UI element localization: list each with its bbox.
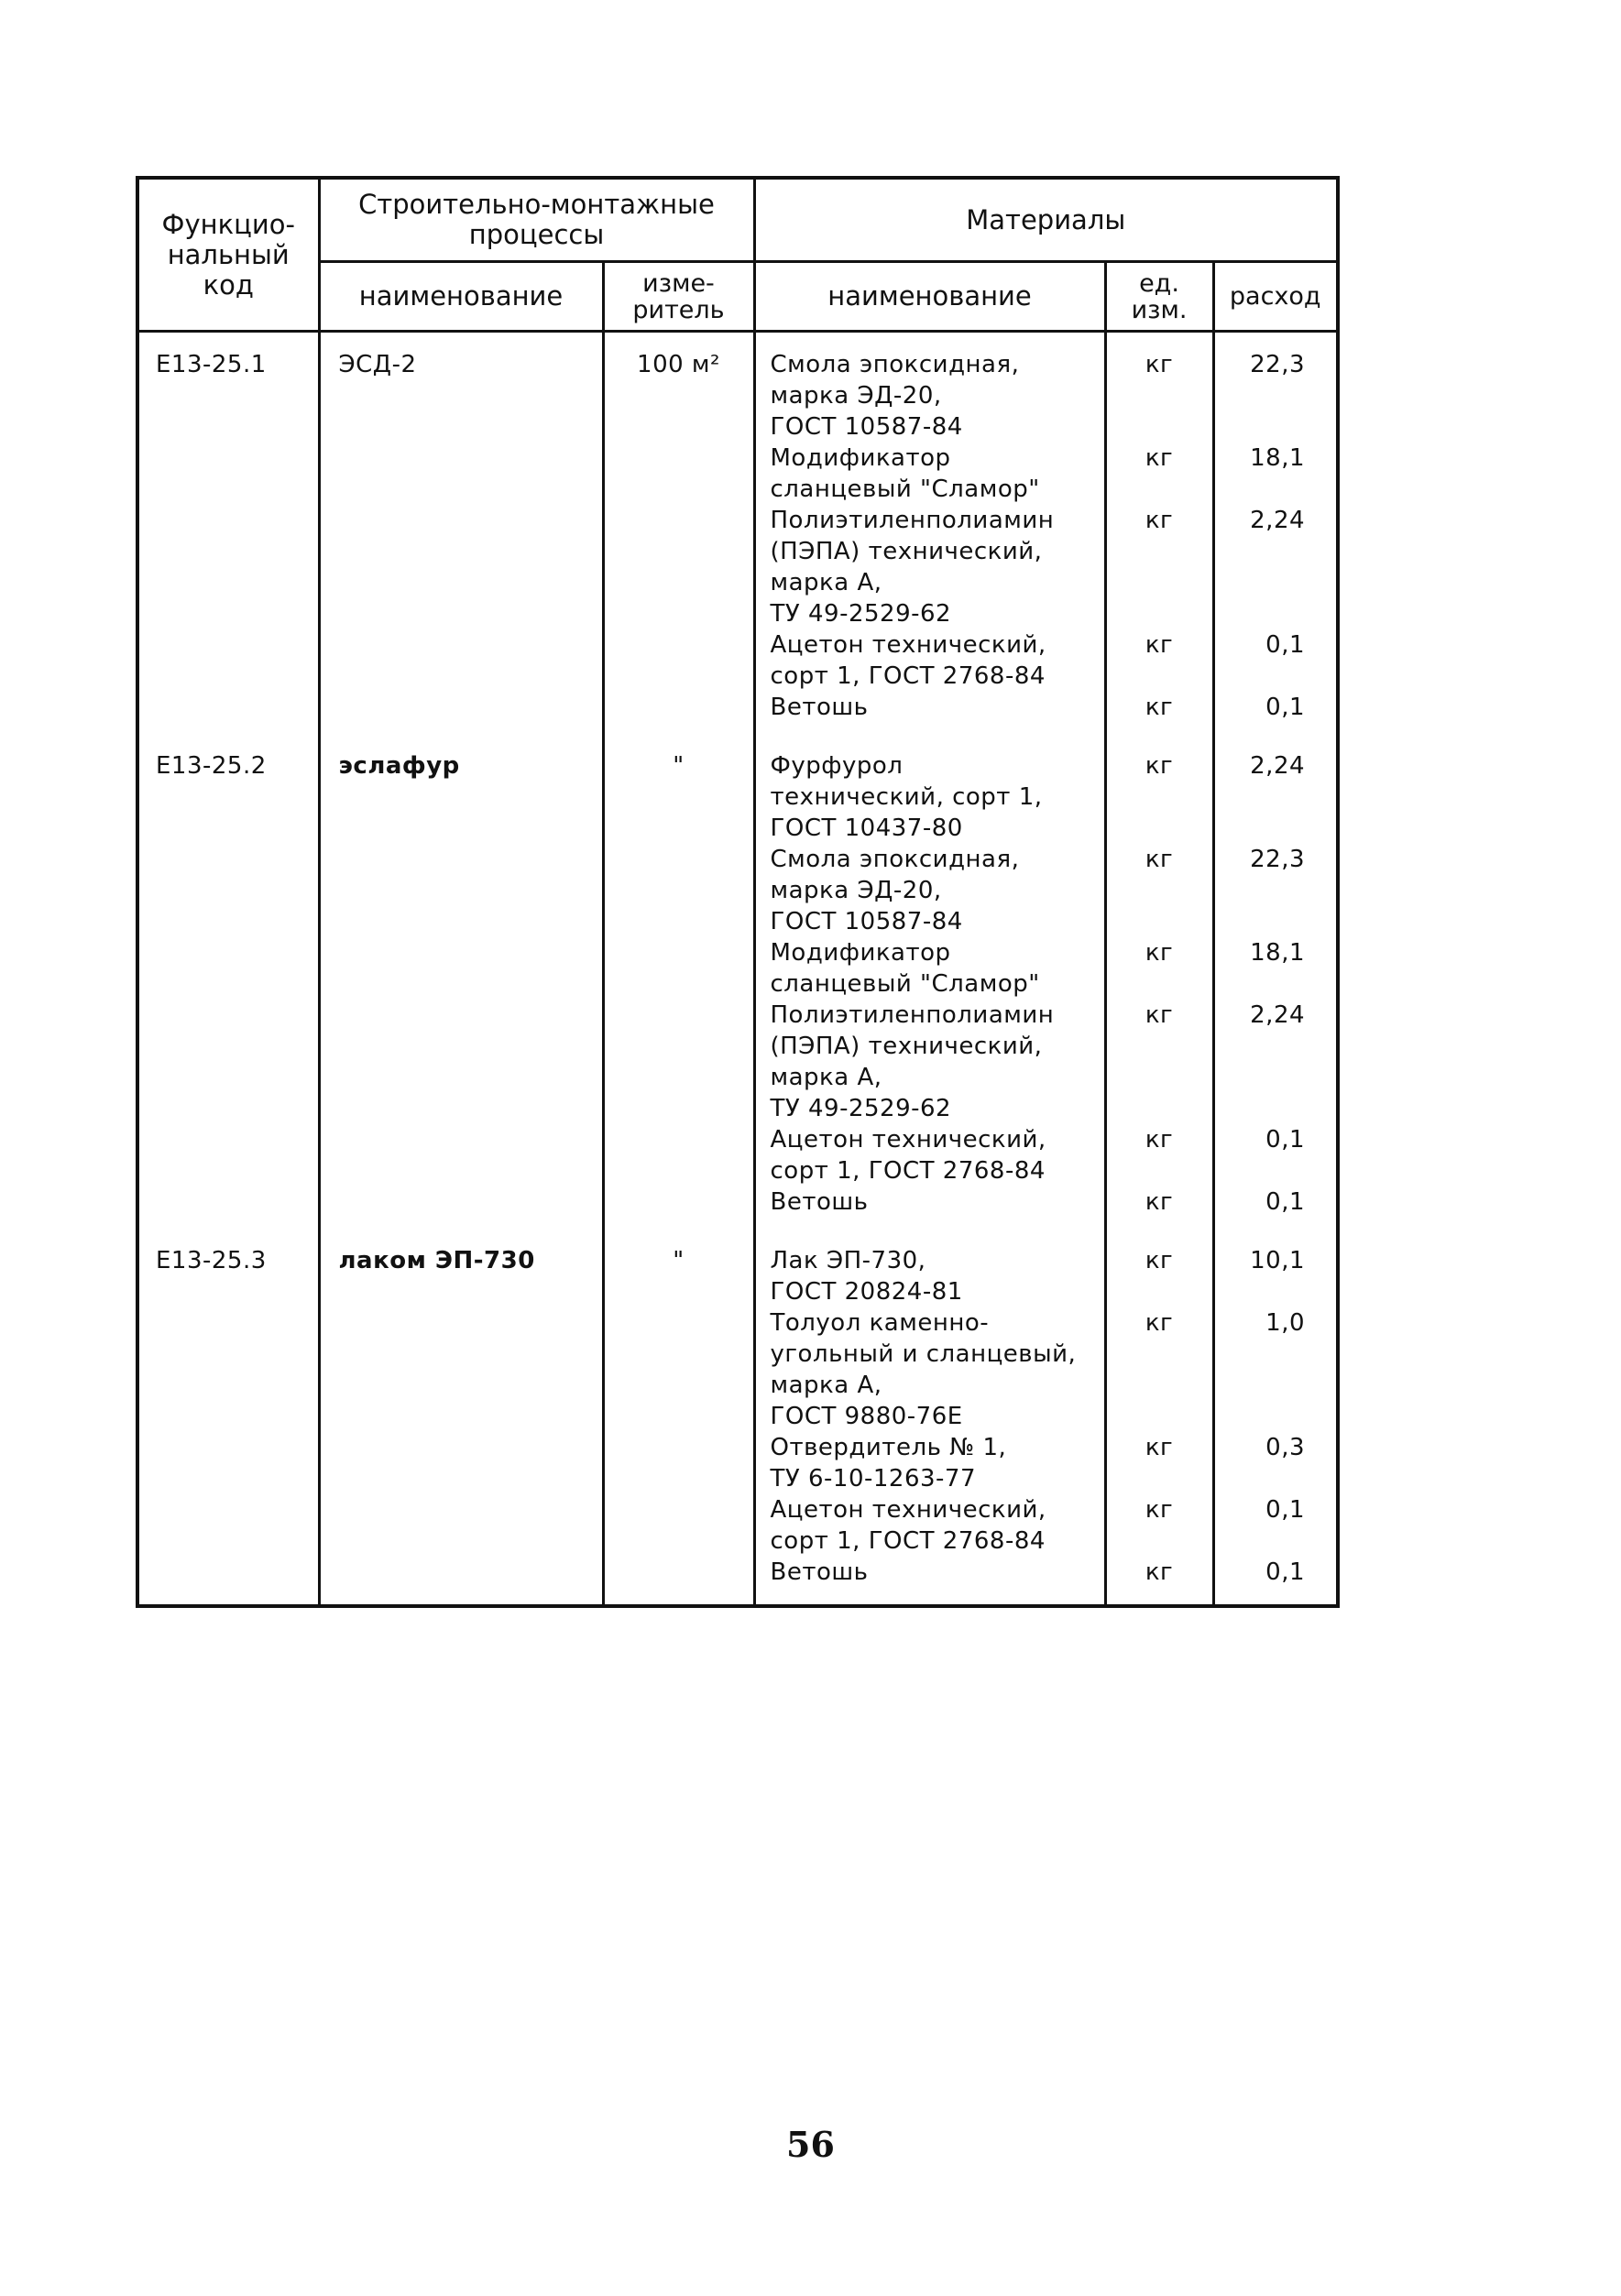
functional-code-cell xyxy=(137,692,319,723)
process-name-cell xyxy=(319,1557,603,1588)
spacer-cell xyxy=(1213,1588,1338,1606)
spacer-cell xyxy=(137,1218,319,1245)
functional-code-cell: Е13-25.2 xyxy=(137,750,319,844)
process-meter-cell xyxy=(603,1186,754,1218)
material-name-cell: Ацетон технический, сорт 1, ГОСТ 2768-84 xyxy=(754,1124,1105,1186)
header-processes-group: Строительно-монтажные процессы xyxy=(319,178,754,262)
process-name-cell xyxy=(319,692,603,723)
table-row xyxy=(137,750,1338,844)
spacer-cell xyxy=(603,1588,754,1606)
process-name-cell xyxy=(319,1494,603,1557)
material-qty-cell: 22,3 xyxy=(1213,844,1338,937)
material-qty-cell: 0,3 xyxy=(1213,1432,1338,1494)
process-meter-cell xyxy=(603,1307,754,1432)
material-unit-cell: кг xyxy=(1105,937,1213,1000)
process-meter-cell xyxy=(603,505,754,629)
process-meter-cell xyxy=(603,937,754,1000)
material-name-cell: Смола эпоксидная, марка ЭД-20, ГОСТ 10587-84 xyxy=(754,349,1105,443)
process-meter-cell xyxy=(603,1557,754,1588)
header-materials-group: Материалы xyxy=(754,178,1338,262)
table-row xyxy=(137,629,1338,692)
material-qty-cell: 0,1 xyxy=(1213,692,1338,723)
header-material-unit: ед. изм. xyxy=(1105,262,1213,332)
material-qty-cell: 1,0 xyxy=(1213,1307,1338,1432)
spacer-cell xyxy=(137,723,319,750)
spacer-cell xyxy=(137,1588,319,1606)
table-body xyxy=(137,332,1338,1607)
material-qty-cell: 0,1 xyxy=(1213,1494,1338,1557)
process-meter-cell xyxy=(603,1432,754,1494)
material-qty-cell: 22,3 xyxy=(1213,349,1338,443)
material-unit-cell: кг xyxy=(1105,692,1213,723)
material-qty-cell: 0,1 xyxy=(1213,1186,1338,1218)
material-name-cell: Ветошь xyxy=(754,1186,1105,1218)
process-name-cell: эслафур xyxy=(319,750,603,844)
material-unit-cell: кг xyxy=(1105,1245,1213,1307)
table-row xyxy=(137,844,1338,937)
table-row xyxy=(137,1494,1338,1557)
material-qty-cell: 2,24 xyxy=(1213,750,1338,844)
functional-code-cell xyxy=(137,844,319,937)
header-process-meter: изме- ритель xyxy=(603,262,754,332)
process-name-cell xyxy=(319,443,603,505)
spacer-cell xyxy=(1105,723,1213,750)
material-name-cell: Толуол каменно- угольный и сланцевый, марка А, ГОСТ 9880-76Е xyxy=(754,1307,1105,1432)
material-name-cell: Смола эпоксидная, марка ЭД-20, ГОСТ 10587-84 xyxy=(754,844,1105,937)
functional-code-cell xyxy=(137,937,319,1000)
process-name-cell xyxy=(319,844,603,937)
table-row xyxy=(137,1000,1338,1124)
material-qty-cell: 0,1 xyxy=(1213,629,1338,692)
table-row xyxy=(137,1124,1338,1186)
process-name-cell xyxy=(319,505,603,629)
material-qty-cell: 0,1 xyxy=(1213,1124,1338,1186)
table-row xyxy=(137,1245,1338,1307)
material-unit-cell: кг xyxy=(1105,844,1213,937)
spacer-cell xyxy=(1213,1218,1338,1245)
functional-code-cell xyxy=(137,1557,319,1588)
process-name-cell xyxy=(319,1000,603,1124)
functional-code-cell: Е13-25.1 xyxy=(137,349,319,443)
material-unit-cell: кг xyxy=(1105,1000,1213,1124)
header-material-qty: расход xyxy=(1213,262,1338,332)
process-meter-cell xyxy=(603,1494,754,1557)
process-meter-cell: 100 м² xyxy=(603,349,754,443)
material-name-cell: Полиэтиленполиамин (ПЭПА) технический, марка А, ТУ 49-2529-62 xyxy=(754,1000,1105,1124)
material-unit-cell: кг xyxy=(1105,1557,1213,1588)
spacer-cell xyxy=(754,332,1105,350)
material-qty-cell: 18,1 xyxy=(1213,937,1338,1000)
material-name-cell: Ацетон технический, сорт 1, ГОСТ 2768-84 xyxy=(754,1494,1105,1557)
spacer-cell xyxy=(754,723,1105,750)
table-row xyxy=(137,349,1338,443)
spacer-cell xyxy=(319,1218,603,1245)
process-name-cell xyxy=(319,1186,603,1218)
table-row xyxy=(137,1557,1338,1588)
table-row xyxy=(137,1432,1338,1494)
header-process-name: наименование xyxy=(319,262,603,332)
spacer-cell xyxy=(319,1588,603,1606)
table-row xyxy=(137,937,1338,1000)
material-name-cell: Ветошь xyxy=(754,1557,1105,1588)
material-name-cell: Ацетон технический, сорт 1, ГОСТ 2768-84 xyxy=(754,629,1105,692)
functional-code-cell xyxy=(137,1000,319,1124)
material-name-cell: Фурфурол технический, сорт 1, ГОСТ 10437-80 xyxy=(754,750,1105,844)
spacer-cell xyxy=(1213,723,1338,750)
material-unit-cell: кг xyxy=(1105,443,1213,505)
functional-code-cell xyxy=(137,1307,319,1432)
process-meter-cell xyxy=(603,692,754,723)
spacer-cell xyxy=(137,332,319,350)
material-unit-cell: кг xyxy=(1105,505,1213,629)
material-qty-cell: 2,24 xyxy=(1213,1000,1338,1124)
functional-code-cell xyxy=(137,1124,319,1186)
material-unit-cell: кг xyxy=(1105,1307,1213,1432)
process-name-cell: лаком ЭП-730 xyxy=(319,1245,603,1307)
table-row xyxy=(137,1186,1338,1218)
material-name-cell: Отвердитель № 1, ТУ 6-10-1263-77 xyxy=(754,1432,1105,1494)
process-meter-cell xyxy=(603,1124,754,1186)
functional-code-cell: Е13-25.3 xyxy=(137,1245,319,1307)
spacer-cell xyxy=(603,1218,754,1245)
materials-table xyxy=(136,176,1340,1608)
material-name-cell: Модификатор сланцевый "Сламор" xyxy=(754,443,1105,505)
process-name-cell: ЭСД-2 xyxy=(319,349,603,443)
process-meter-cell: " xyxy=(603,750,754,844)
material-qty-cell: 2,24 xyxy=(1213,505,1338,629)
material-unit-cell: кг xyxy=(1105,1432,1213,1494)
process-meter-cell: " xyxy=(603,1245,754,1307)
material-name-cell: Ветошь xyxy=(754,692,1105,723)
page-number: 56 xyxy=(786,2124,835,2165)
table-row xyxy=(137,1307,1338,1432)
header-material-name: наименование xyxy=(754,262,1105,332)
spacer-cell xyxy=(1213,332,1338,350)
process-meter-cell xyxy=(603,629,754,692)
spacer-cell xyxy=(1105,1218,1213,1245)
process-name-cell xyxy=(319,937,603,1000)
spacer-cell xyxy=(1105,332,1213,350)
materials-table-sheet xyxy=(136,176,1336,1608)
process-meter-cell xyxy=(603,443,754,505)
material-name-cell: Полиэтиленполиамин (ПЭПА) технический, марка А, ТУ 49-2529-62 xyxy=(754,505,1105,629)
material-unit-cell: кг xyxy=(1105,750,1213,844)
spacer-cell xyxy=(319,332,603,350)
spacer-cell xyxy=(603,723,754,750)
process-meter-cell xyxy=(603,844,754,937)
functional-code-cell xyxy=(137,443,319,505)
functional-code-cell xyxy=(137,1186,319,1218)
table-row xyxy=(137,505,1338,629)
spacer-cell xyxy=(754,1218,1105,1245)
material-unit-cell: кг xyxy=(1105,1124,1213,1186)
table-row xyxy=(137,692,1338,723)
process-meter-cell xyxy=(603,1000,754,1124)
process-name-cell xyxy=(319,1124,603,1186)
material-qty-cell: 18,1 xyxy=(1213,443,1338,505)
material-qty-cell: 0,1 xyxy=(1213,1557,1338,1588)
material-name-cell: Модификатор сланцевый "Сламор" xyxy=(754,937,1105,1000)
functional-code-cell xyxy=(137,1432,319,1494)
material-unit-cell: кг xyxy=(1105,629,1213,692)
header-functional-code: Функцио- нальный код xyxy=(137,178,319,332)
material-qty-cell: 10,1 xyxy=(1213,1245,1338,1307)
material-unit-cell: кг xyxy=(1105,1494,1213,1557)
material-unit-cell: кг xyxy=(1105,349,1213,443)
spacer-cell xyxy=(754,1588,1105,1606)
process-name-cell xyxy=(319,629,603,692)
spacer-cell xyxy=(1105,1588,1213,1606)
material-unit-cell: кг xyxy=(1105,1186,1213,1218)
process-name-cell xyxy=(319,1307,603,1432)
functional-code-cell xyxy=(137,1494,319,1557)
process-name-cell xyxy=(319,1432,603,1494)
spacer-cell xyxy=(319,723,603,750)
table-row xyxy=(137,443,1338,505)
functional-code-cell xyxy=(137,629,319,692)
spacer-cell xyxy=(603,332,754,350)
material-name-cell: Лак ЭП-730, ГОСТ 20824-81 xyxy=(754,1245,1105,1307)
functional-code-cell xyxy=(137,505,319,629)
